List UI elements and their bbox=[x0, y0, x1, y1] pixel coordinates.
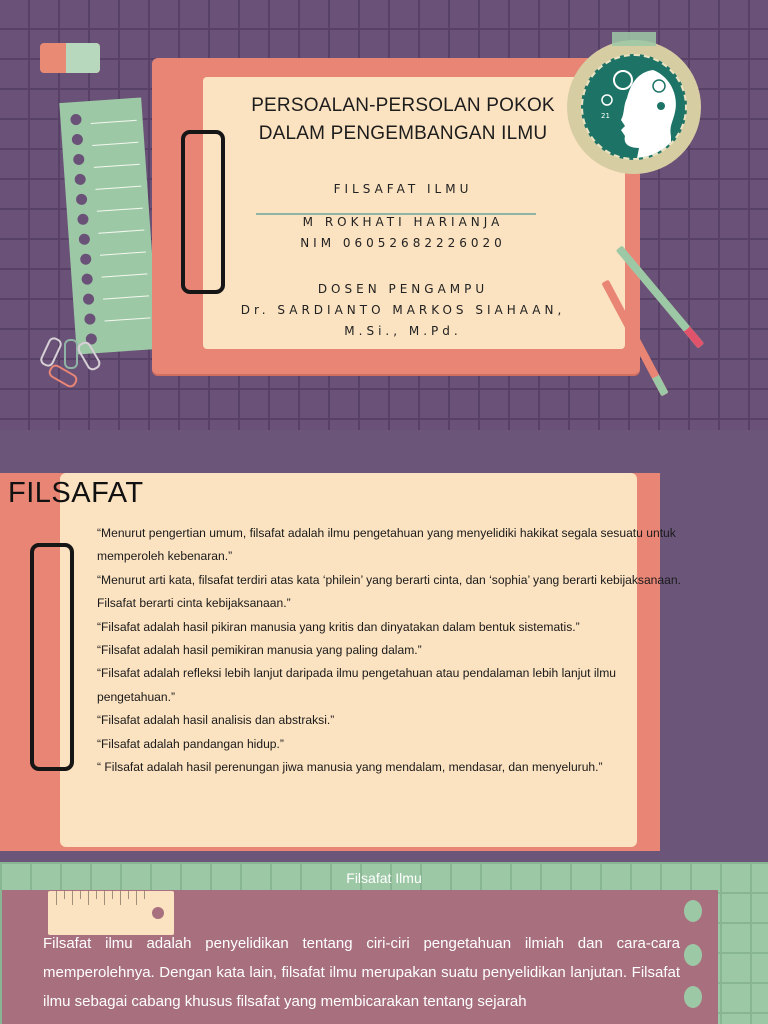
definition-line: “Menurut pengertian umum, filsafat adalah ilmu pengetahuan yang menyelidiki hakikat segala sesuatu untuk bbox=[97, 526, 676, 540]
slide-title: Filsafat Ilmu bbox=[346, 870, 422, 886]
definition-line: memperoleh kebenaran.” bbox=[97, 549, 233, 564]
definition-list bbox=[97, 522, 697, 779]
clipboard-clip-icon bbox=[30, 543, 74, 771]
title-slide bbox=[0, 0, 768, 430]
slide-body: Filsafat ilmu adalah penyelidikan tentang ciri-ciri pengetahuan ilmiah dan cara-cara memperolehnya. Dengan kata lain, filsafat ilmu merupakan suatu penyelidikan lanjutan. Filsafat ilmu sebagai cabang khusus filsafat yang membicarakan tentang sejarah bbox=[43, 935, 680, 1010]
definition-line: “Filsafat adalah pandangan hidup.” bbox=[97, 736, 284, 751]
definition-line: pengetahuan.” bbox=[97, 689, 176, 704]
binder-hole bbox=[684, 900, 702, 922]
definition-line: Filsafat berarti cinta kebijaksanaan.” bbox=[97, 596, 291, 611]
presentation-title: PERSOALAN-PERSOLAN POKOK DALAM PENGEMBANGAN ILMU bbox=[251, 95, 555, 144]
course-name: FILSAFAT ILMU bbox=[333, 182, 473, 196]
eraser-icon bbox=[40, 43, 100, 73]
author-info: M ROKHATI HARIANJA NIM 06052682226020 bbox=[300, 215, 506, 250]
lecturer-info: DOSEN PENGAMPU Dr. SARDIANTO MARKOS SIAHAAN, M.Si., M.Pd. bbox=[240, 282, 566, 338]
filsafat-slide bbox=[0, 430, 768, 862]
definition-line: “Filsafat adalah hasil analisis dan abstraksi.” bbox=[97, 713, 335, 728]
definition-line: “Menurut arti kata, filsafat terdiri atas kata ‘philein’ yang berarti cinta, dan ‘sophia’ yang berarti kebijaksanaan. bbox=[97, 572, 681, 587]
definition-line: “Filsafat adalah hasil pemikiran manusia yang paling dalam.” bbox=[97, 643, 422, 658]
definition-line: “Filsafat adalah refleksi lebih lanjut daripada ilmu pengetahuan atau pendalaman lebih lanjut ilmu bbox=[97, 666, 617, 681]
binder-hole bbox=[684, 944, 702, 966]
brain-badge-icon bbox=[567, 40, 701, 174]
svg-text:21: 21 bbox=[601, 112, 610, 120]
slide-title: FILSAFAT bbox=[8, 477, 144, 509]
notebook-icon bbox=[59, 97, 158, 354]
definition-line: “ Filsafat adalah hasil perenungan jiwa manusia yang mendalam, mendasar, dan menyeluruh.” bbox=[97, 760, 603, 775]
definition-line: “Filsafat adalah hasil pikiran manusia yang kritis dan dinyatakan dalam bentuk sistematis.” bbox=[97, 619, 580, 634]
filsafat-ilmu-slide bbox=[0, 862, 768, 1024]
binder-hole bbox=[684, 986, 702, 1008]
